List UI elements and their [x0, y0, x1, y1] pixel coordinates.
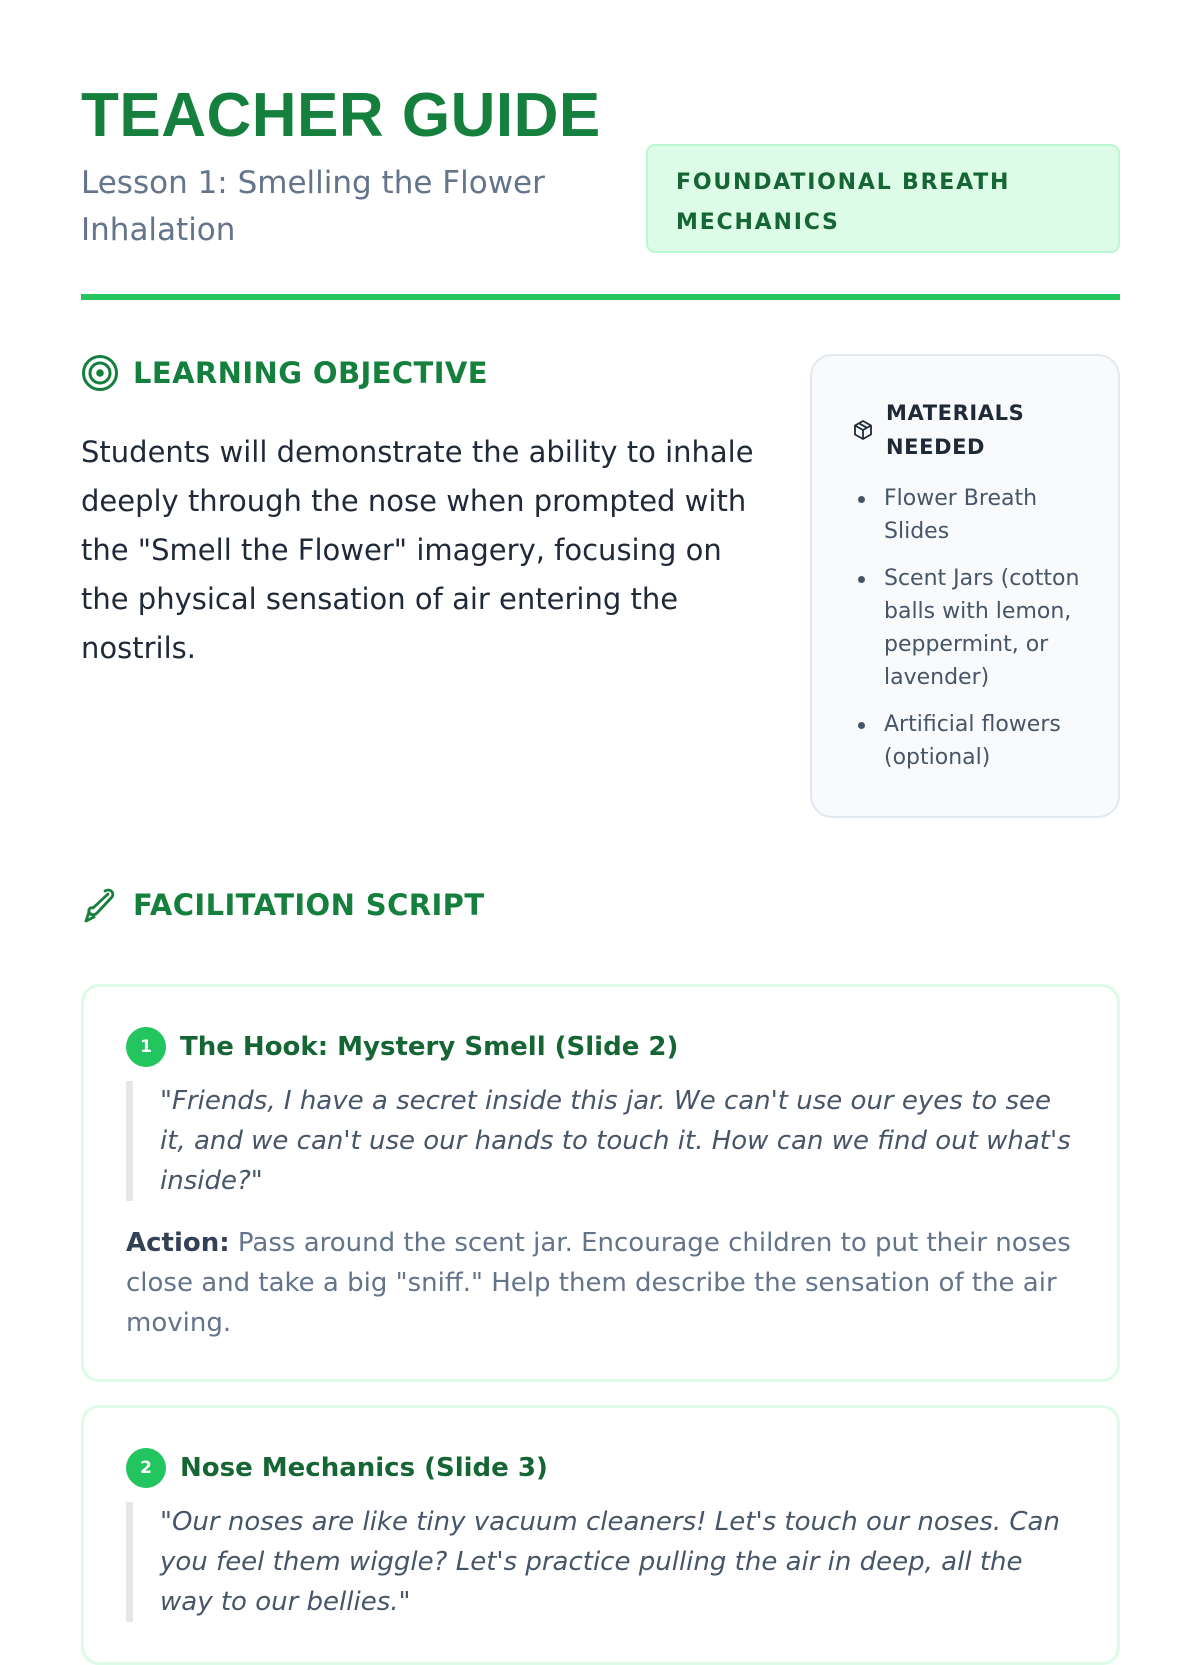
materials-list: [852, 482, 1084, 774]
materials-card: [810, 354, 1120, 818]
step-title: The Hook: Mystery Smell (Slide 2): [180, 1032, 679, 1062]
materials-item: Artificial flowers (optional): [852, 708, 1084, 774]
materials-heading-label: MATERIALS NEEDED: [886, 401, 1025, 459]
objective-text: Students will demonstrate the ability to inhale deeply through the nose when prompted with the "Smell the Flower" imagery, focusing on the physical sensation of air entering the nostrils.: [81, 435, 754, 665]
lesson-subtitle: Lesson 1: Smelling the Flower Inhalation: [81, 165, 545, 248]
target-icon: [81, 354, 119, 392]
step-title: Nose Mechanics (Slide 3): [180, 1453, 548, 1483]
step-action-text: Pass around the scent jar. Encourage children to put their noses close and take a big "sniff." Help them describe the sensation of the air moving.: [126, 1228, 1071, 1338]
objective-heading-label: LEARNING OBJECTIVE: [133, 356, 488, 390]
step-action-label: Action:: [126, 1228, 230, 1258]
step-header: [126, 1027, 1077, 1067]
materials-item: Scent Jars (cotton balls with lemon, peppermint, or lavender): [852, 562, 1084, 694]
page-title: TEACHER GUIDE: [81, 81, 601, 150]
materials-heading: [852, 396, 1084, 464]
header-divider: [81, 294, 1120, 300]
step-header: [126, 1448, 1077, 1488]
box-icon: [852, 419, 874, 441]
script-heading: [81, 886, 485, 924]
objective-heading: [81, 354, 488, 392]
step-number-badge: 1: [126, 1027, 166, 1067]
script-heading-label: FACILITATION SCRIPT: [133, 888, 485, 922]
step-number-badge: 2: [126, 1448, 166, 1488]
materials-item: Flower Breath Slides: [852, 482, 1084, 548]
category-badge: FOUNDATIONAL BREATH MECHANICS: [646, 144, 1120, 253]
step-card: [81, 984, 1120, 1382]
step-card: [81, 1405, 1120, 1665]
step-quote: "Friends, I have a secret inside this jar. We can't use our eyes to see it, and we can't use our hands to touch it. How can we find out what's inside?": [126, 1081, 1077, 1201]
step-quote: "Our noses are like tiny vacuum cleaners! Let's touch our noses. Can you feel them wiggle? Let's practice pulling the air in deep, all the way to our bellies.": [126, 1502, 1077, 1622]
pen-icon: [81, 886, 119, 924]
step-action: [126, 1223, 1077, 1343]
